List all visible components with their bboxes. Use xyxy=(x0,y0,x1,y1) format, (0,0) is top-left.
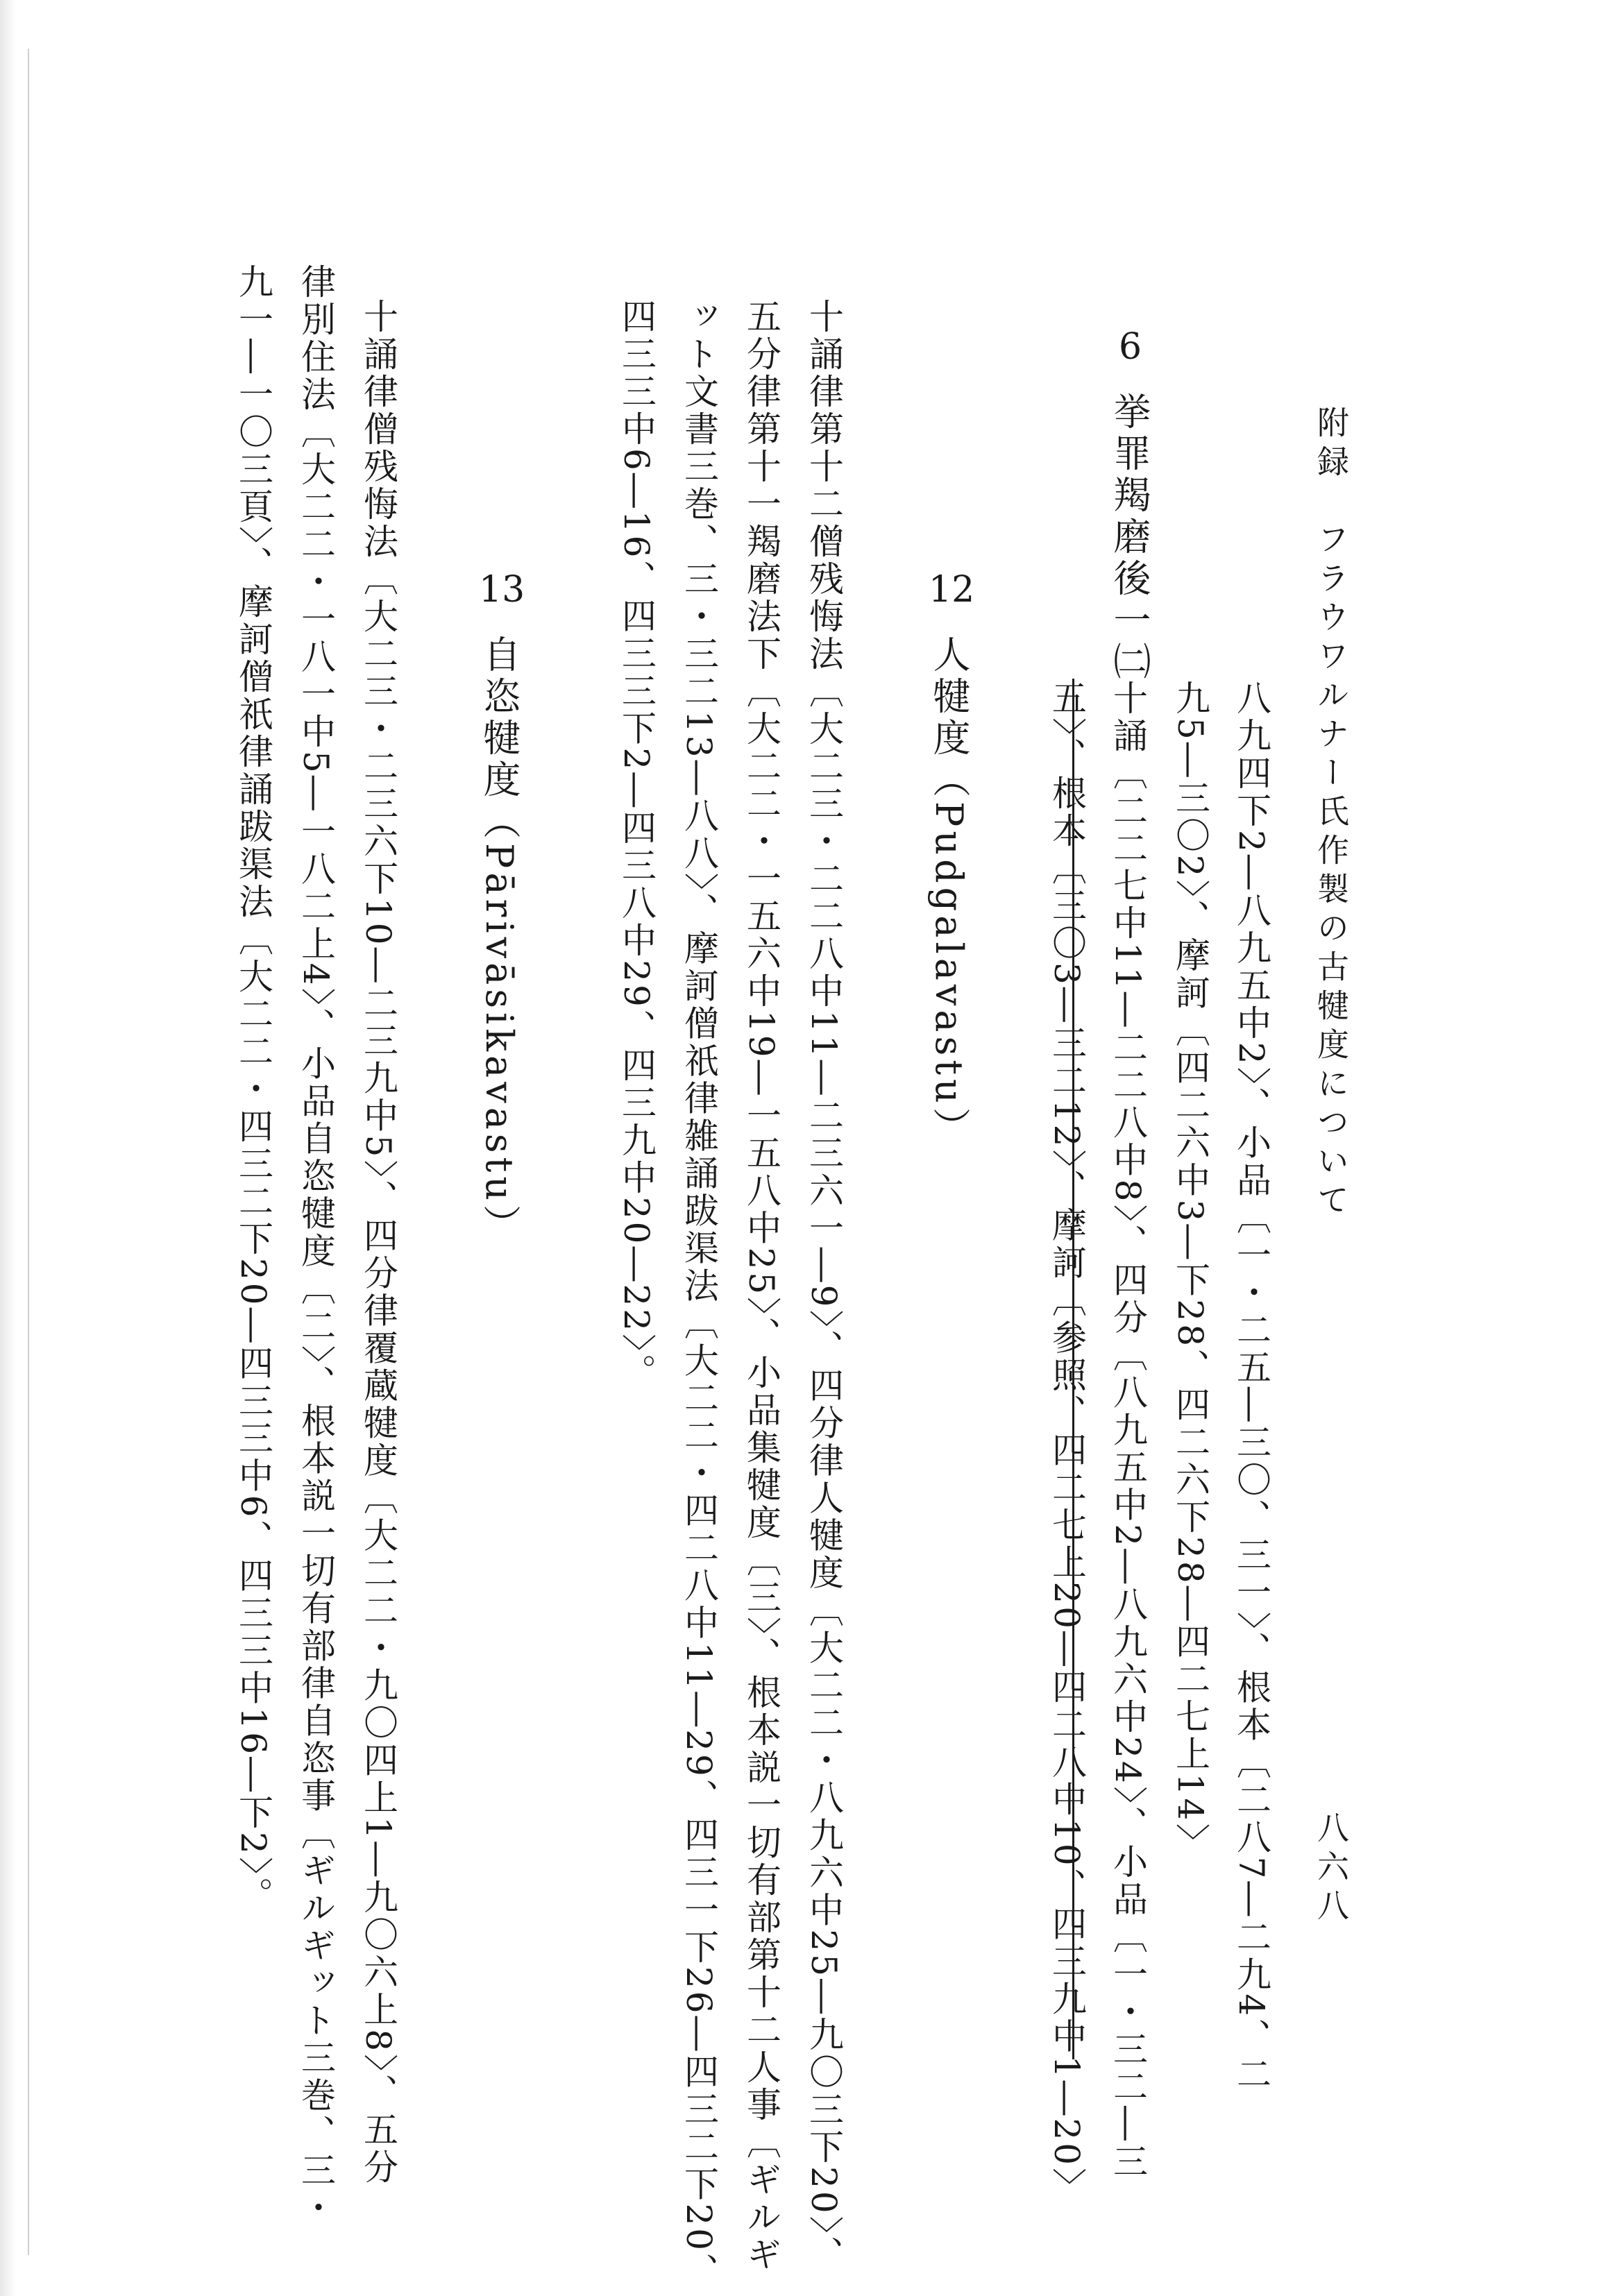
section-12-line-2: 五分律第十一羯磨法下〔大二二・一五六中19―一五八中25〉、小品集犍度〔三〉、根本説一切有部第十二人事〔ギルギ xyxy=(741,298,781,2274)
section-12-line-4: 四三三中6―16、四三三下2―四三八中29、四三九中20―22〉。 xyxy=(616,298,657,1392)
section-6-line-2: 五〉、根本〔三〇3―三二12〉、摩訶〔参照、四二七上20―四二八中10、四三九中1―20〉 xyxy=(1047,680,1087,2206)
note-line-1: 八九四下2―八九五中2〉、小品〔一・二五―三〇、三一〉、根本〔二八7―二九4、二 xyxy=(1231,680,1271,2094)
section-13-line-2: 律別住法〔大二二・一八一中5―一八二上4〉、小品自恣犍度〔二〉、根本説一切有部律自恣事〔ギルギット三巻、三・ xyxy=(296,264,336,2227)
scan-edge-line xyxy=(28,49,29,2255)
section-13-line-3: 九一―一〇三頁〉、摩訶僧祇律誦跋渠法〔大二二・四三二下20―四三三中6、四三三中16―下2〉。 xyxy=(233,264,273,1914)
section-12-line-1: 十誦律第十二僧残悔法〔大二三・二二八中11―二三六一―9〉、四分律人犍度〔大二二・八九六中25―九〇三下20〉、 xyxy=(804,298,844,2274)
section-13-number: 13 xyxy=(479,569,525,611)
running-header-title: 附録 フラウワルナー氏作製の古犍度について xyxy=(1312,406,1350,1222)
note-line-2: 九5―三〇2〉、摩訶〔四二六中3―下28、四二六下28―四二七上14〉 xyxy=(1170,680,1210,1861)
section-6-number: 6 xyxy=(1119,326,1142,368)
section-13-title: 自恣犍度（Pārivāsikavastu） xyxy=(477,635,521,1247)
section-12-line-3: ット文書三巻、三・三二13―八八〉、摩訶僧祇律雑誦跋渠法〔大二二・四二八中11―29、四三一下26―四三二下20、 xyxy=(679,298,719,2291)
page-number: 八六八 xyxy=(1312,1811,1350,1928)
section-12-number: 12 xyxy=(929,569,975,611)
scan-shadow xyxy=(0,0,15,2296)
section-12-title: 人犍度（Pudgalavastu） xyxy=(927,635,971,1149)
section-13-line-1: 十誦律僧残悔法〔大二三・二三六下10―二三九中5〉、四分律覆蔵犍度〔大二二・九〇四上1―九〇六上8〉、五分 xyxy=(358,298,398,2187)
section-6-title: 挙罪羯磨後一㈡ xyxy=(1108,392,1151,683)
section-6-line-1: 十誦〔二二七中11―二二八中8〉、四分〔八九五中2―八九六中24〉、小品〔一・三二―三 xyxy=(1108,680,1148,2181)
